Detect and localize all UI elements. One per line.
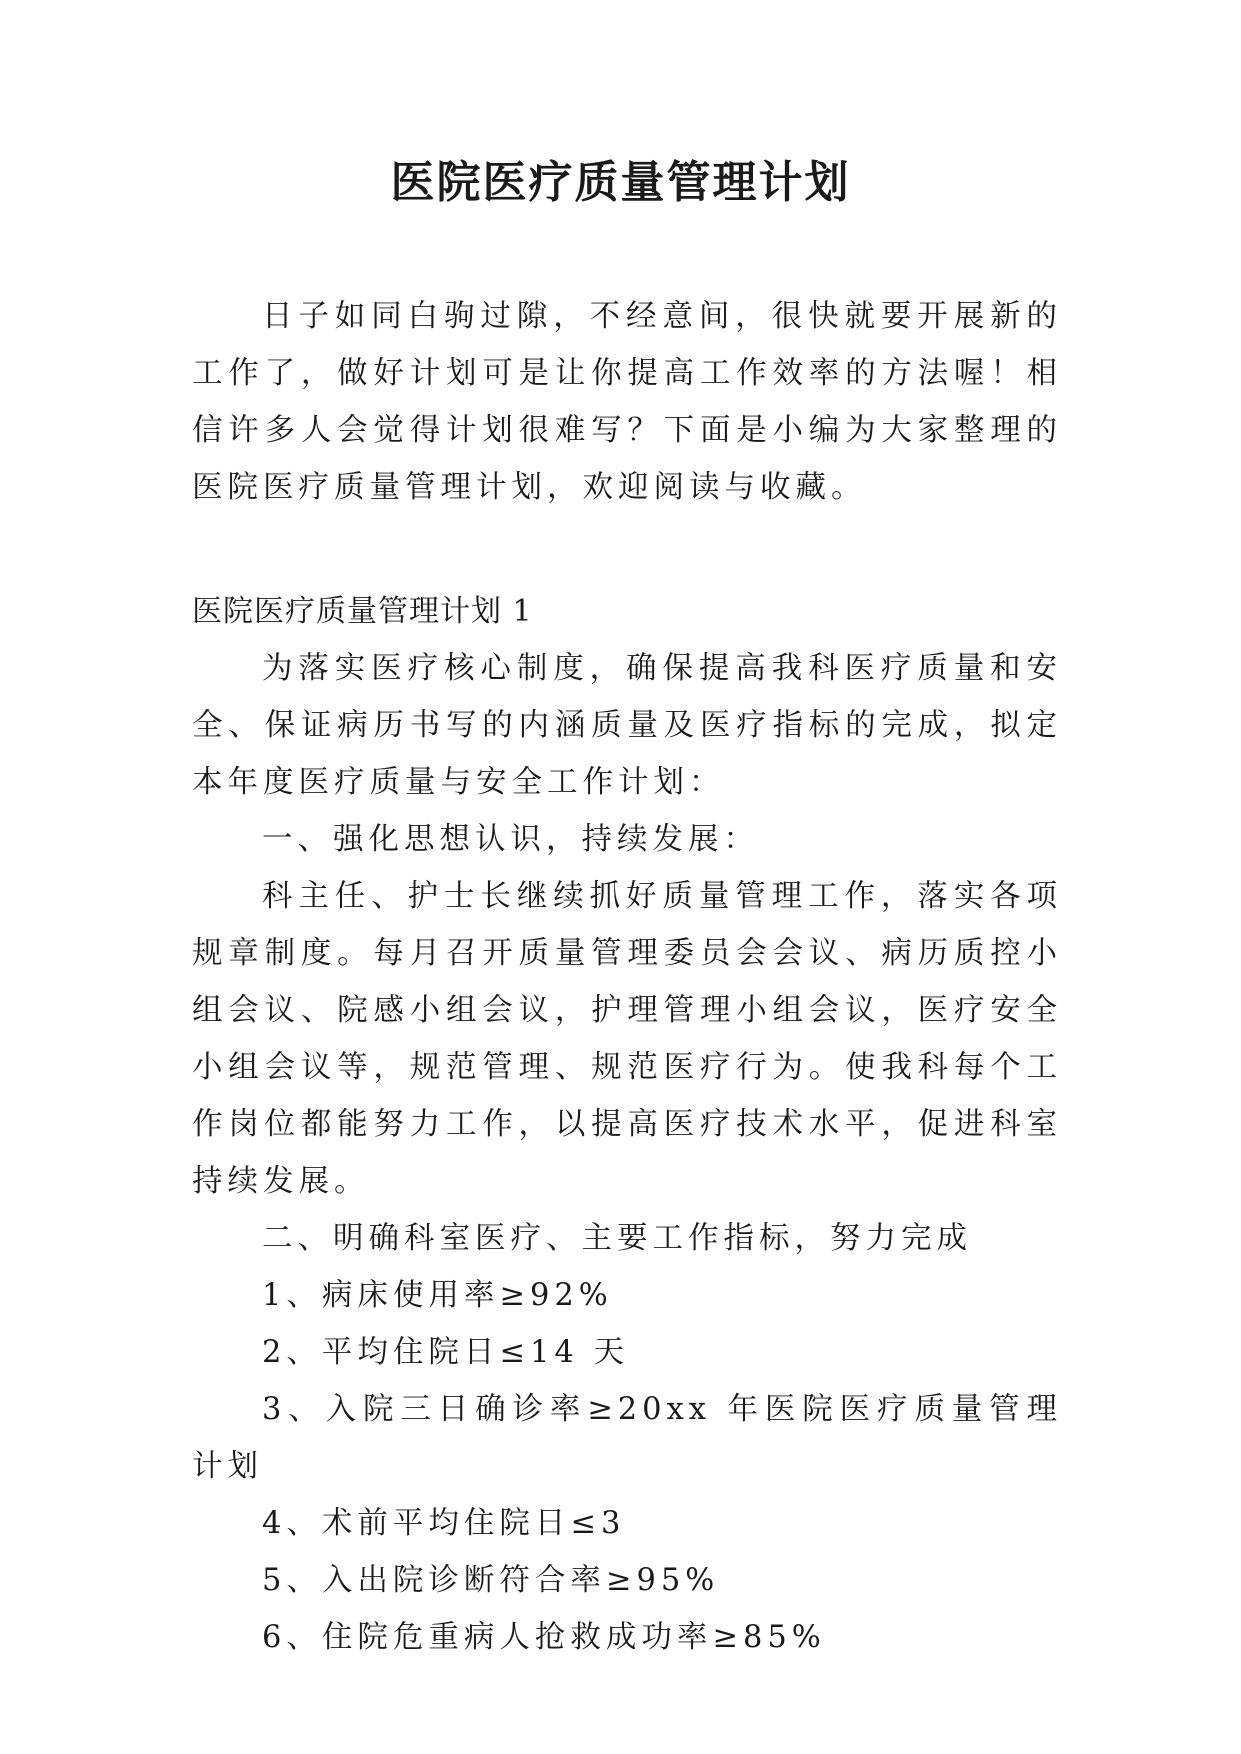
- document-body: [192, 640, 1062, 1666]
- list-item-diagnosis-rate: 3、入院三日确诊率≥20xx 年医院医疗质量管理计划: [192, 1392, 1062, 1484]
- paragraph-heading-two: 二、明确科室医疗、主要工作指标，努力完成: [262, 1221, 972, 1256]
- list-item-bed-usage: 1、病床使用率≥92%: [262, 1278, 613, 1313]
- section-heading: 医院医疗质量管理计划 1: [192, 594, 533, 629]
- paragraph-purpose: 为落实医疗核心制度，确保提高我科医疗质量和安全、保证病历书写的内涵质量及医疗指标的完成，拟定本年度医疗质量与安全工作计划：: [192, 651, 1062, 800]
- document-title: 医院医疗质量管理计划: [390, 157, 851, 208]
- list-item-avg-stay: 2、平均住院日≤14 天: [262, 1335, 629, 1370]
- paragraph-heading-one: 一、强化思想认识，持续发展：: [262, 822, 759, 857]
- intro-paragraph: 日子如同白驹过隙，不经意间，很快就要开展新的工作了，做好计划可是让你提高工作效率的方法喔！相信许多人会觉得计划很难写？下面是小编为大家整理的医院医疗质量管理计划，欢迎阅读与收藏。: [192, 299, 1062, 505]
- list-item-preop-stay: 4、术前平均住院日≤3: [262, 1506, 626, 1541]
- list-item-rescue-rate: 6、住院危重病人抢救成功率≥85%: [262, 1620, 826, 1655]
- paragraph-management: 科主任、护士长继续抓好质量管理工作，落实各项规章制度。每月召开质量管理委员会会议、病历质控小组会议、院感小组会议，护理管理小组会议，医疗安全小组会议等，规范管理、规范医疗行为。使我科每个工作岗位都能努力工作，以提高医疗技术水平，促进科室持续发展。: [192, 879, 1062, 1199]
- list-item-diagnosis-match: 5、入出院诊断符合率≥95%: [262, 1563, 720, 1598]
